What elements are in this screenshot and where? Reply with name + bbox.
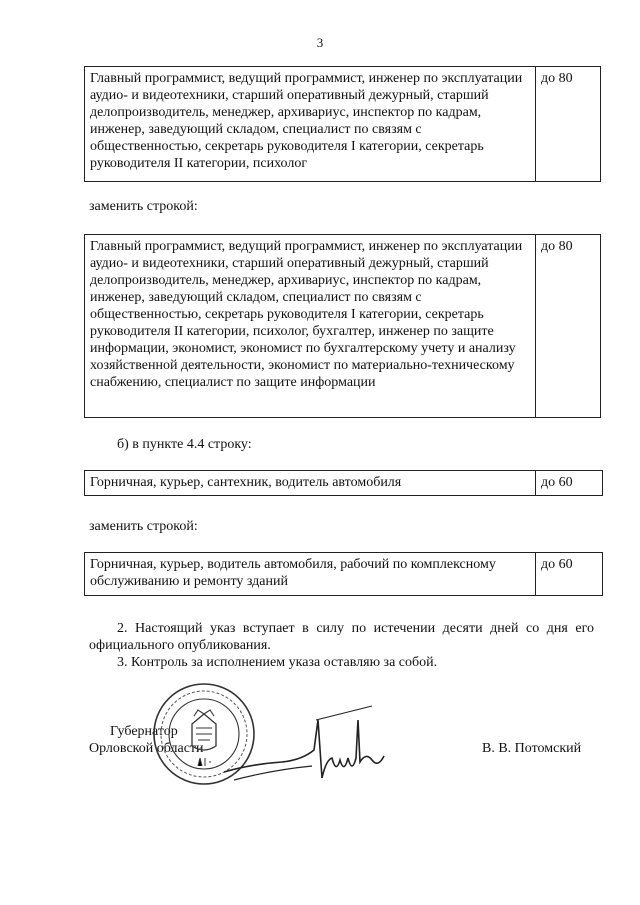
new-row-4-4-description: Горничная, курьер, водитель автомобиля, рабочий по комплексному обслуживанию и ремонту зданий [85, 553, 536, 596]
signature-title-line1: Губернатор [110, 724, 178, 739]
paragraph-2: 2. Настоящий указ вступает в силу по истечении десяти дней со дня его официального опубликования. [89, 621, 594, 653]
page-number: 3 [316, 35, 324, 50]
item-b-text: б) в пункте 4.4 строку: [117, 437, 252, 452]
replace-label-2: заменить строкой: [89, 519, 198, 534]
old-row-4-4-limit: до 60 [536, 471, 603, 496]
new-row-4-4-limit: до 60 [536, 553, 603, 596]
table-new-row-4-4 [84, 552, 603, 596]
table-old-row-4-4 [84, 470, 603, 496]
table-new-row-4-3 [84, 234, 601, 418]
handwritten-signature [222, 700, 387, 790]
table-old-row-4-3 [84, 66, 601, 182]
paragraph-3: 3. Контроль за исполнением указа оставляю за собой. [117, 655, 438, 670]
new-row-limit: до 80 [536, 235, 601, 418]
replace-label-1: заменить строкой: [89, 199, 198, 214]
signature-title-line2: Орловской области [89, 741, 204, 756]
signatory-name: В. В. Потомский [482, 741, 582, 756]
new-row-description: Главный программист, ведущий программист, инженер по эксплуатации аудио- и видеотехники, старший оперативный дежурный, старший делопроизводитель, менеджер, архивариус, инспектор по кадрам, инженер, заведующий складом, специалист по связям с общественностью, секретарь руководителя I категории, секретарь руководителя II категории, психолог, бухгалтер, инженер по защите информации, экономист, экономист по бухгалтерскому учету и анализу хозяйственной деятельности, экономист по материально-техническому снабжению, специалист по защите информации [85, 235, 536, 418]
old-row-limit: до 80 [536, 67, 601, 182]
old-row-4-4-description: Горничная, курьер, сантехник, водитель автомобиля [85, 471, 536, 496]
old-row-description: Главный программист, ведущий программист, инженер по эксплуатации аудио- и видеотехники, старший оперативный дежурный, старший делопроизводитель, менеджер, архивариус, инспектор по кадрам, инженер, заведующий складом, специалист по связям с общественностью, секретарь руководителя I категории, секретарь руководителя II категории, психолог [85, 67, 536, 182]
